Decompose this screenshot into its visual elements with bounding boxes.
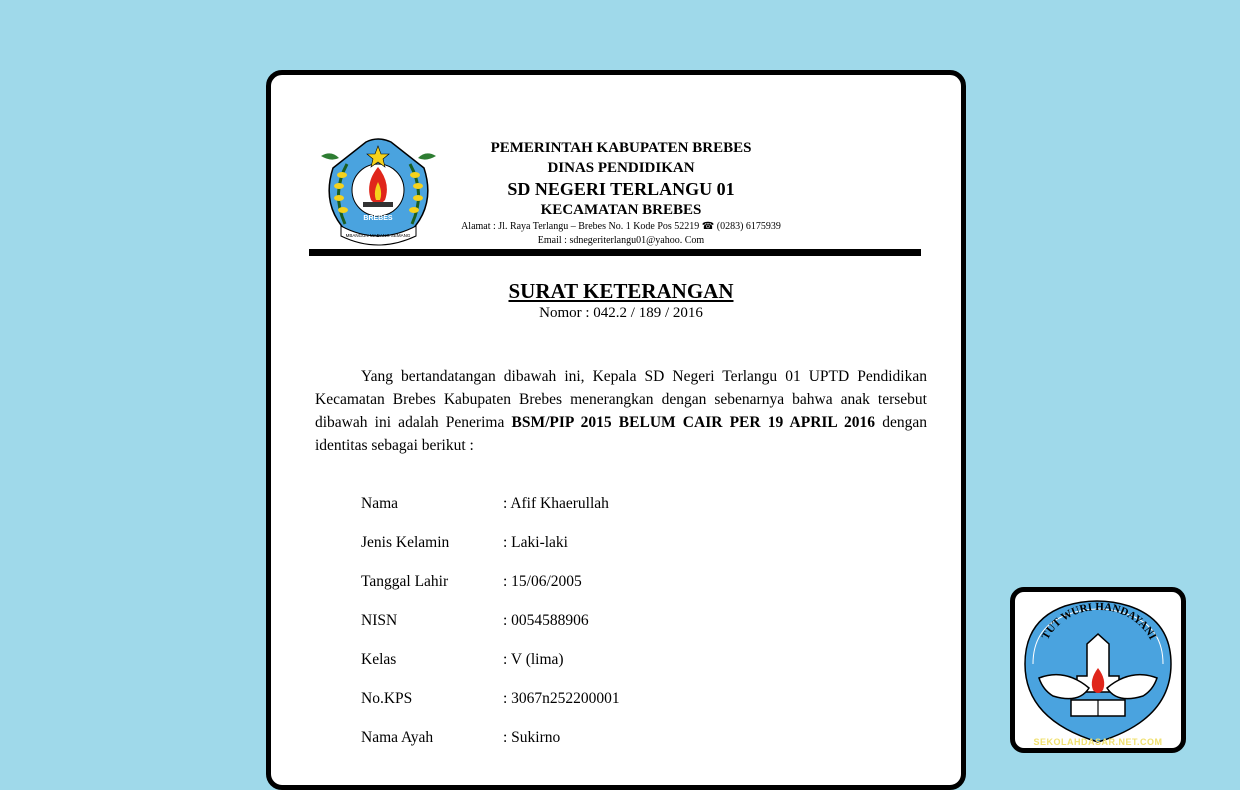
emblem-ribbon: MBANGUN MADANG SEMANG [345, 233, 411, 238]
identity-label: Tanggal Lahir [361, 573, 449, 590]
identity-label: Nama [361, 495, 399, 512]
identity-label: Jenis Kelamin [361, 534, 450, 551]
identity-row [361, 495, 761, 517]
identity-value: : Sukirno [503, 729, 561, 746]
identity-label: NISN [361, 612, 398, 629]
badge-motto: TUT WURI HANDAYANI [1039, 600, 1159, 642]
letterhead-district: KECAMATAN BREBES [540, 202, 702, 218]
identity-label: Nama Ayah [361, 729, 434, 746]
identity-row [361, 690, 761, 712]
letterhead-email: Email : sdnegeriterlangu01@yahoo. Com [537, 235, 705, 246]
letterhead-school: SD NEGERI TERLANGU 01 [507, 179, 735, 199]
identity-row [361, 729, 761, 751]
identity-value: : Laki-laki [503, 534, 568, 551]
tut-wuri-handayani-emblem-icon [1015, 592, 1181, 748]
letterhead-department: DINAS PENDIDIKAN [547, 160, 695, 176]
identity-row [361, 534, 761, 556]
identity-value: : 15/06/2005 [503, 573, 582, 590]
identity-value: : V (lima) [503, 651, 564, 668]
tut-wuri-badge [1010, 587, 1186, 753]
letterhead-divider [309, 249, 921, 256]
emblem-motto: BREBES [363, 215, 393, 222]
paragraph-text-bold: BSM/PIP 2015 BELUM CAIR PER 19 APRIL 2016 [511, 414, 876, 431]
identity-row [361, 612, 761, 634]
letterhead-address: Alamat : Jl. Raya Terlangu – Brebes No. 1 Kode Pos 52219 ☎ (0283) 6175939 [461, 221, 781, 232]
watermark-text: SEKOLAHDASAR.NET.COM [1033, 737, 1163, 747]
letter-number: Nomor : 042.2 / 189 / 2016 [539, 305, 703, 321]
identity-label: No.KPS [361, 690, 413, 707]
letter-body-paragraph [315, 365, 927, 457]
identity-row [361, 651, 761, 673]
paragraph-text-pre: Yang bertandatangan dibawah ini, Kepala SD Negeri Terlangu 01 UPTD Pendidikan Kecamatan Brebes Kabupaten Brebes menerangkan dengan sebenarnya bahwa anak tersebut dibawah ini adalah Penerima [315, 368, 927, 431]
letterhead-government: PEMERINTAH KABUPATEN BREBES [490, 140, 752, 156]
identity-value: : 3067n252200001 [503, 690, 620, 707]
identity-value: : 0054588906 [503, 612, 589, 629]
letter-page [266, 70, 966, 790]
identity-value: : Afif Khaerullah [503, 495, 609, 512]
identity-row [361, 573, 761, 595]
paragraph-text-post: dengan identitas sebagai berikut : [315, 414, 927, 454]
letter-title: SURAT KETERANGAN [508, 279, 734, 303]
identity-label: Kelas [361, 651, 397, 668]
letterhead [421, 138, 821, 248]
